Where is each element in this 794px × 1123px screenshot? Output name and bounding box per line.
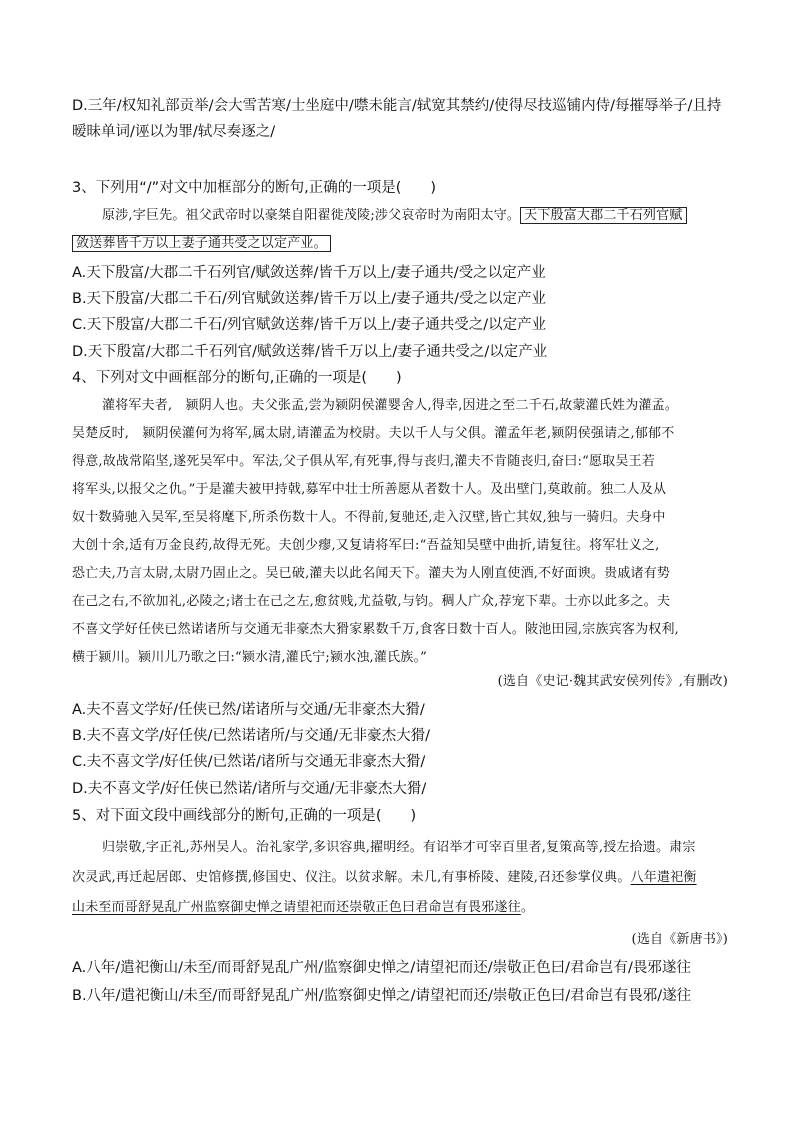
q4-passage-line: 吴楚反时, 颍阴侯灌何为将军,属太尉,请灌孟为校尉。夫以千人与父俱。灌孟年老,颍阴侯强请之,郁郁不 [72, 426, 675, 441]
q3-passage-plain: 原涉,字巨先。祖父武帝时以豪桀自阳翟徙茂陵;涉父哀帝时为南阳太守。 [102, 208, 521, 223]
q4-passage-line: 恐亡夫,乃言太尉,太尉乃固止之。吴已破,灌夫以此名闻天下。灌夫为人刚直使酒,不好面谀。贵戚诸有势 [72, 566, 671, 581]
q4-passage-line: 在己之右,不欲加礼,必陵之;诸士在己之左,愈贫贱,尤益敬,与钧。稠人广众,荐宠下辈。士亦以此多之。夫 [72, 594, 671, 609]
q4-passage-line: 得意,故战常陷坚,遂死吴军中。军法,父子俱从军,有死事,得与丧归,灌夫不肯随丧归,奋曰:“愿取吴王若 [72, 454, 655, 469]
q2-option-d-line1: D.三年/权知礼部贡举/会大雪苦寒/士坐庭中/噤未能言/轼宽其禁约/使得尽技巡铺内侍/每摧辱举子/且持 [72, 98, 722, 114]
q4-option-c: C.夫不喜文学/好任侠/已然诺/诸所与交通无非豪杰大猾/ [72, 754, 426, 770]
q4-passage-line: 不喜文学好任侠已然诺诸所与交通无非豪杰大猾家累数千万,食客日数十百人。陂池田园,宗族宾客为权利, [72, 622, 679, 637]
q5-passage-line1: 归崇敬,字正礼,苏州吴人。治礼家学,多识容典,擢明经。有诏举才可宰百里者,复策高等,授左拾遗。肃宗 [102, 840, 696, 855]
q3-option-a: A.天下殷富/大郡二千石列官/赋敛送葬/皆千万以上/妻子通共/受之以定产业 [72, 265, 546, 281]
q4-option-a: A.夫不喜文学好/任侠已然/诺诸所与交通/无非豪杰大猾/ [72, 702, 425, 718]
q4-option-b: B.夫不喜文学/好任侠/已然诺诸所/与交通/无非豪杰大猾/ [72, 728, 430, 744]
q4-passage-line: 将军头,以报父之仇。”于是灌夫被甲持戟,募军中壮士所善愿从者数十人。及出壁门,莫敢前。独二人及从 [72, 482, 667, 497]
q2-option-d-line2: 暧昧单词/诬以为罪/轼尽奏逐之/ [72, 124, 276, 140]
q4-stem: 4、下列对文中画框部分的断句,正确的一项是( ) [72, 370, 402, 386]
q5-passage-end: 。 [520, 900, 535, 915]
q5-passage-line2 [72, 868, 728, 888]
q3-passage-line2 [72, 234, 728, 254]
q3-stem: 3、下列用“/”对文中加框部分的断句,正确的一项是( ) [72, 180, 437, 196]
q3-option-b: B.天下殷富/大郡二千石/列官赋敛送葬/皆千万以上/妻子通共/受之以定产业 [72, 291, 546, 307]
q4-source: (选自《史记·魏其武安侯列传》,有删改) [497, 674, 728, 689]
q4-passage-line: 大创十余,适有万金良药,故得无死。夫创少瘳,又复请将军曰:“吾益知吴壁中曲折,请复往。将军壮义之, [72, 538, 660, 553]
q4-option-d: D.夫不喜文学/好任侠已然诺/诸所与交通/无非豪杰大猾/ [72, 781, 427, 797]
q5-option-a: A.八年/遣祀衡山/未至/而哥舒晃乱广州/监察御史惮之/请望祀而还/崇敬正色曰/君命岂有/畏邪遂往 [72, 960, 691, 976]
q5-passage-plain: 次灵武,再迁起居郎、史馆修撰,修国史、仪注。以贫求解。未几,有事桥陵、建陵,召还参掌仪典。 [72, 870, 631, 885]
q5-underlined-text-2: 山未至而哥舒晃乱广州监察御史惮之请望祀而还崇敬正色曰君命岂有畏邪遂往 [72, 900, 521, 915]
q5-passage-line3 [72, 898, 728, 918]
q3-passage-line1 [72, 206, 728, 226]
q5-underlined-text-1: 八年遣祀衡 [630, 870, 697, 885]
q4-passage-line: 横于颍川。颍川儿乃歌之曰:“颍水清,灌氏宁;颍水浊,灌氏族。” [72, 650, 428, 665]
q3-boxed-text-2: 敛送葬皆千万以上妻子通共受之以定产业。 [72, 235, 331, 252]
q4-passage-line: 奴十数骑驰入吴军,至吴将麾下,所杀伤数十人。不得前,复驰还,走入汉壁,皆亡其奴,独与一骑归。夫身中 [72, 510, 666, 525]
q3-option-d: D.天下殷富/大郡二千石列官/赋敛送葬/皆千万以上/妻子通共受之/以定产业 [72, 344, 548, 360]
q4-passage-line: 灌将军夫者, 颍阴人也。夫父张孟,尝为颍阴侯灌婴舍人,得幸,因进之至二千石,故蒙灌氏姓为灌孟。 [102, 398, 679, 413]
q5-option-b: B.八年/遣祀衡山/未至/而哥舒晃乱广州/监察御史惮之/请望祀而还/崇敬正色曰/君命岂有畏邪/遂往 [72, 988, 692, 1004]
q5-source: (选自《新唐书》) [631, 932, 728, 947]
q3-boxed-text-1: 天下殷富大郡二千石列官赋 [520, 207, 686, 224]
q5-stem: 5、对下面文段中画线部分的断句,正确的一项是( ) [72, 808, 417, 824]
q3-option-c: C.天下殷富/大郡二千石/列官赋敛送葬/皆千万以上/妻子通共受之/以定产业 [72, 317, 547, 333]
